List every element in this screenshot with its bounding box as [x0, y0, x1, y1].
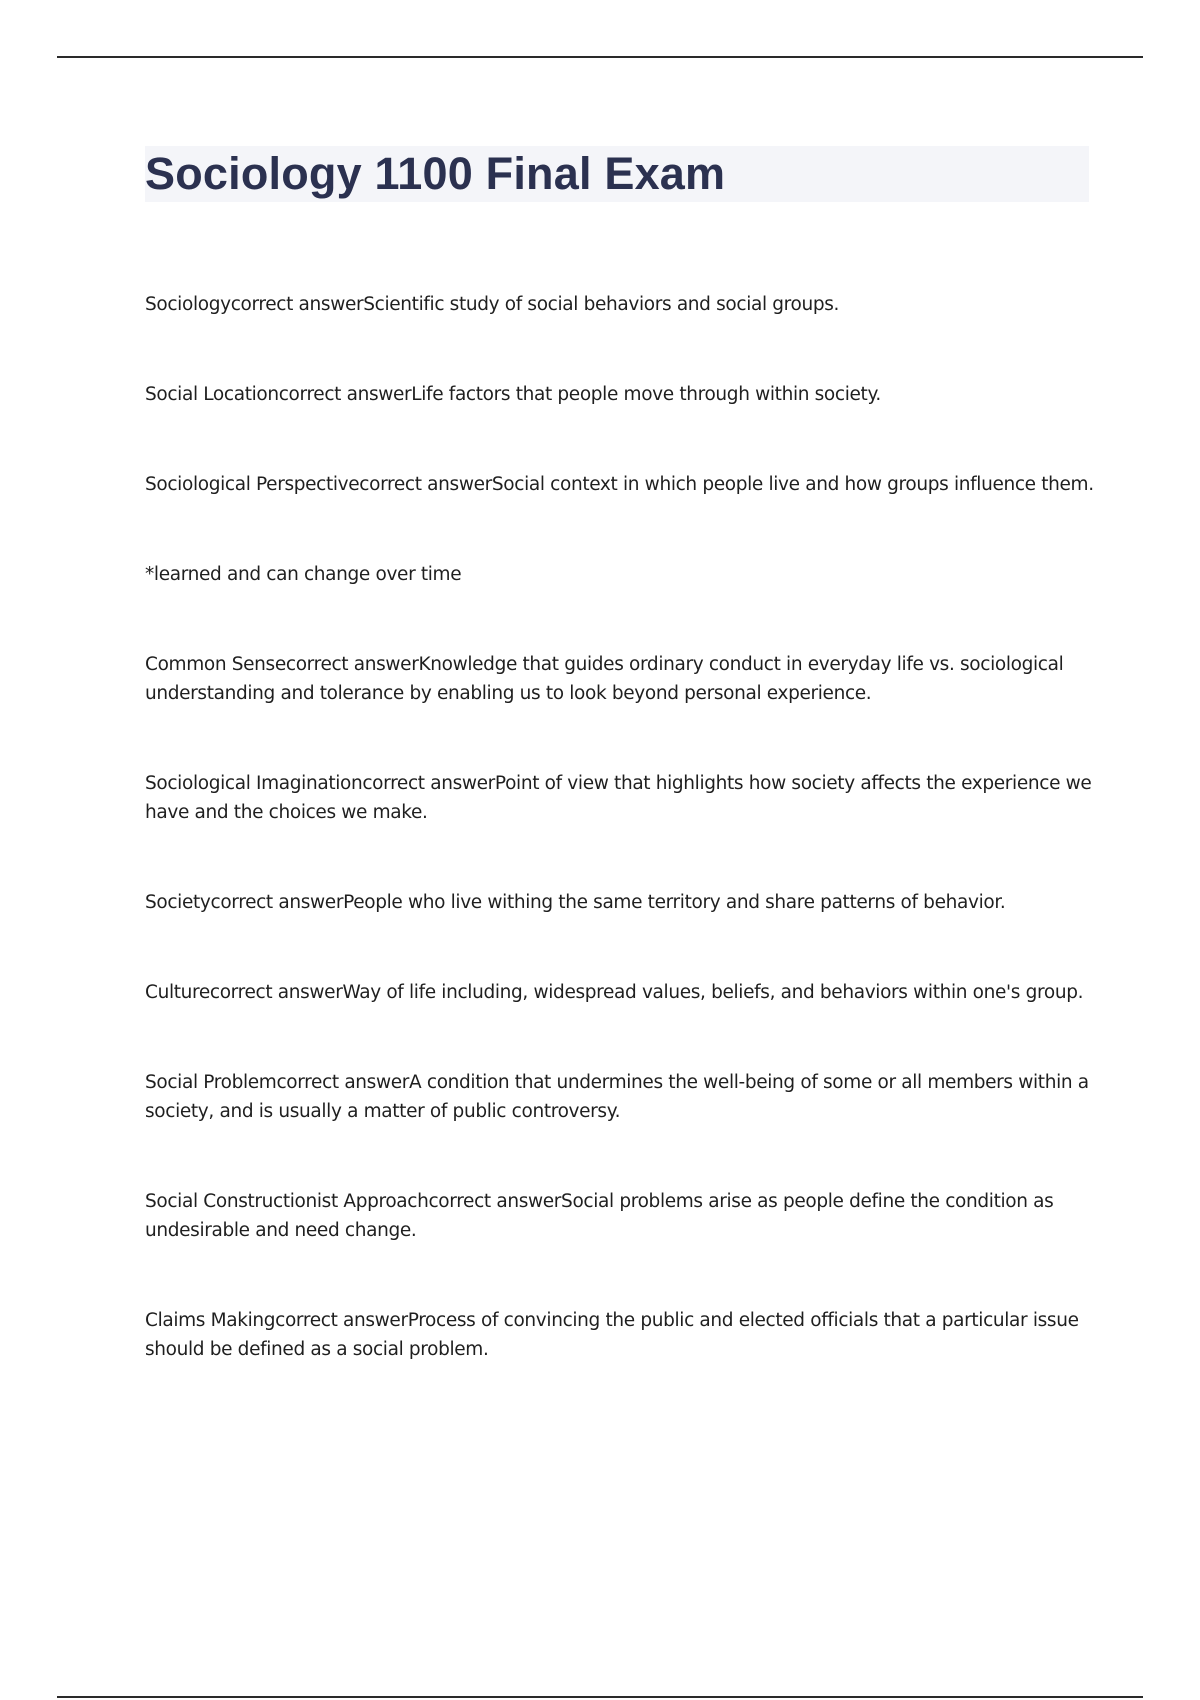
flashcard-entry-social-location: Social Locationcorrect answerLife factors that people move through within society. [145, 384, 881, 405]
page-title: Sociology 1100 Final Exam [145, 148, 726, 199]
footer-rule [57, 1696, 1143, 1698]
flashcard-entry-sociological-perspective: Sociological Perspectivecorrect answerSocial context in which people live and how groups influence them. [145, 474, 1094, 495]
flashcard-entry-claims-making: Claims Makingcorrect answerProcess of convincing the public and elected officials that a particular issue should be defined as a social problem. [145, 1310, 1079, 1360]
flashcard-list [145, 290, 1095, 1364]
flashcard-entry-social-constructionist-approach: Social Constructionist Approachcorrect answerSocial problems arise as people define the condition as undesirable and need change. [145, 1191, 1054, 1241]
flashcard-entry-social-problem: Social Problemcorrect answerA condition that undermines the well-being of some or all members within a society, and is usually a matter of public controversy. [145, 1072, 1089, 1122]
flashcard-entry-sociology: Sociologycorrect answerScientific study of social behaviors and social groups. [145, 294, 840, 315]
flashcard-entry-sociological-imagination: Sociological Imaginationcorrect answerPoint of view that highlights how society affects the experience we have and the choices we make. [145, 773, 1092, 823]
flashcard-entry-society: Societycorrect answerPeople who live withing the same territory and share patterns of behavior. [145, 892, 1006, 913]
flashcard-entry-common-sense: Common Sensecorrect answerKnowledge that guides ordinary conduct in everyday life vs. sociological understanding and tolerance by enabling us to look beyond personal experience. [145, 654, 1064, 704]
flashcard-entry-note: *learned and can change over time [145, 564, 462, 585]
flashcard-entry-culture: Culturecorrect answerWay of life including, widespread values, beliefs, and behaviors within one's group. [145, 982, 1084, 1003]
header-rule [57, 56, 1143, 58]
